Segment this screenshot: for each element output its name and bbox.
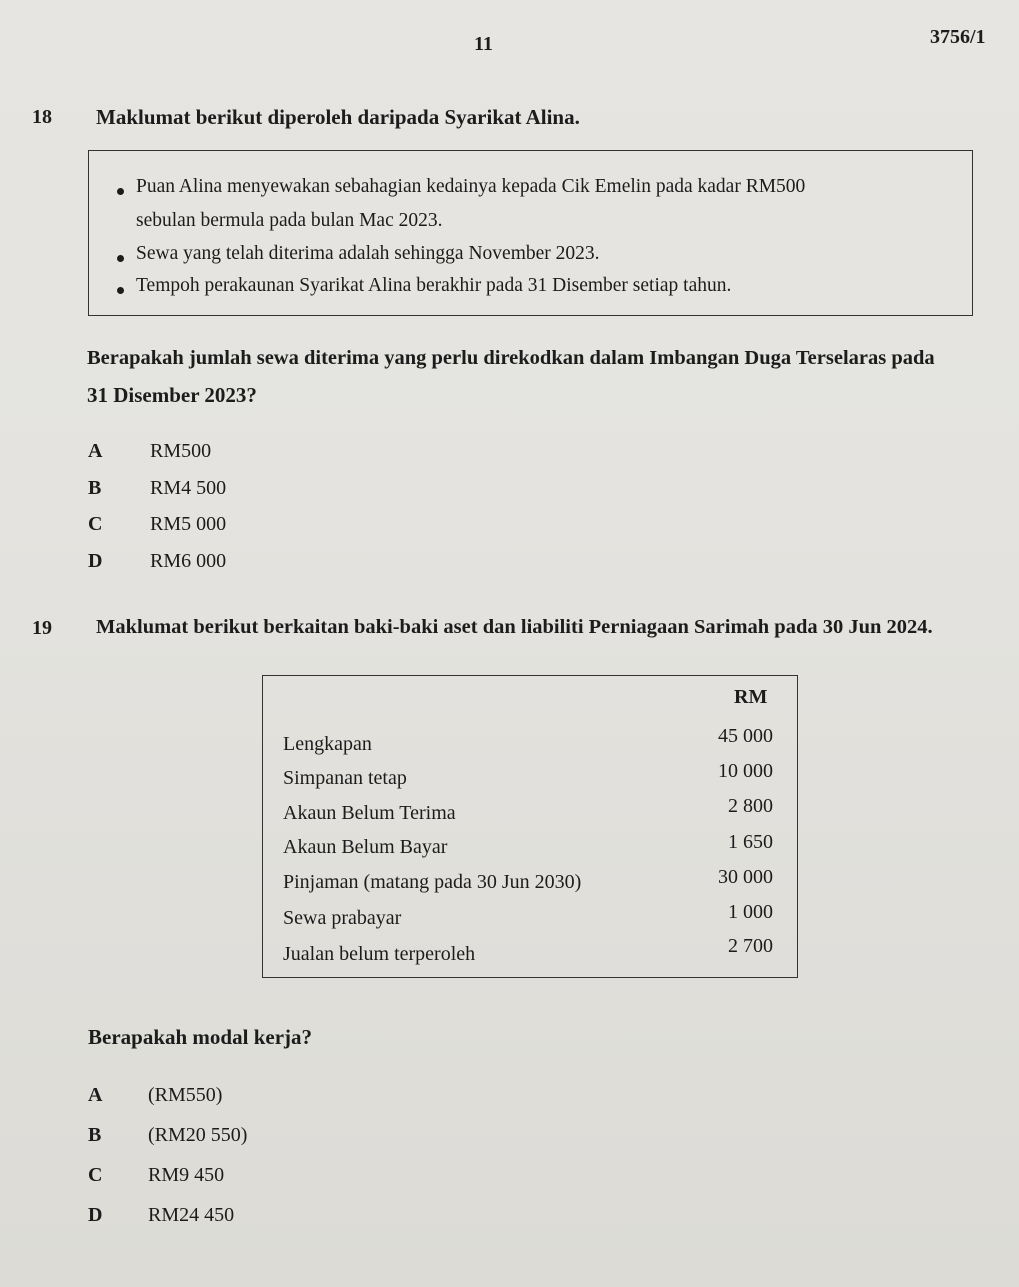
option-letter-b[interactable]: B [88,477,102,499]
option-value-c[interactable]: RM5 000 [150,513,227,535]
table-row-label: Akaun Belum Terima [283,802,456,824]
bullet-icon [117,188,124,195]
option-value-b[interactable]: RM4 500 [150,477,227,499]
option-value-a[interactable]: RM500 [150,440,212,462]
info-bullet-2: Sewa yang telah diterima adalah sehingga November 2023. [136,243,600,264]
question-18-text-line-2: 31 Disember 2023? [87,383,257,407]
table-row-value: 1 650 [728,831,773,853]
option-letter-a[interactable]: A [88,440,103,462]
table-row-label: Jualan belum terperoleh [283,943,476,965]
question-18-number: 18 [32,106,52,128]
question-19-balance-table [262,675,798,978]
question-19-text: Berapakah modal kerja? [88,1025,313,1049]
table-row-label: Akaun Belum Bayar [283,836,448,858]
table-row-value: 1 000 [728,901,773,923]
question-18-info-box [88,150,973,316]
question-18-text-line-1: Berapakah jumlah sewa diterima yang perlu direkodkan dalam Imbangan Duga Terselaras pada [87,347,935,369]
option-letter-a[interactable]: A [88,1084,103,1106]
bullet-icon [117,255,124,262]
option-letter-c[interactable]: C [88,513,103,535]
option-value-d[interactable]: RM6 000 [150,550,227,572]
question-19-intro: Maklumat berikut berkaitan baki-baki aset dan liabiliti Perniagaan Sarimah pada 30 Jun 2024. [96,616,933,638]
option-value-b[interactable]: (RM20 550) [148,1124,248,1146]
option-letter-d[interactable]: D [88,550,103,572]
page-number: 11 [474,33,493,55]
table-row-value: 45 000 [718,725,773,747]
option-letter-b[interactable]: B [88,1124,102,1146]
option-value-a[interactable]: (RM550) [148,1084,223,1106]
info-bullet-1-line-2: sebulan bermula pada bulan Mac 2023. [136,210,443,231]
paper-code: 3756/1 [930,26,986,48]
option-value-d[interactable]: RM24 450 [148,1204,235,1226]
bullet-icon [117,287,124,294]
info-bullet-1-line-1: Puan Alina menyewakan sebahagian kedainya kepada Cik Emelin pada kadar RM500 [136,176,806,197]
table-row-value: 30 000 [718,866,773,888]
table-row-label: Simpanan tetap [283,767,407,789]
table-row-label: Lengkapan [283,733,372,755]
option-letter-d[interactable]: D [88,1204,103,1226]
table-row-value: 10 000 [718,760,773,782]
table-row-value: 2 700 [728,935,773,957]
table-row-label: Sewa prabayar [283,907,402,929]
table-row-value: 2 800 [728,795,773,817]
option-value-c[interactable]: RM9 450 [148,1164,225,1186]
info-bullet-3: Tempoh perakaunan Syarikat Alina berakhir pada 31 Disember setiap tahun. [136,275,732,296]
table-row-label: Pinjaman (matang pada 30 Jun 2030) [283,871,582,893]
currency-header: RM [734,686,768,708]
question-18-intro: Maklumat berikut diperoleh daripada Syarikat Alina. [96,105,580,129]
option-letter-c[interactable]: C [88,1164,103,1186]
question-19-number: 19 [32,617,52,639]
